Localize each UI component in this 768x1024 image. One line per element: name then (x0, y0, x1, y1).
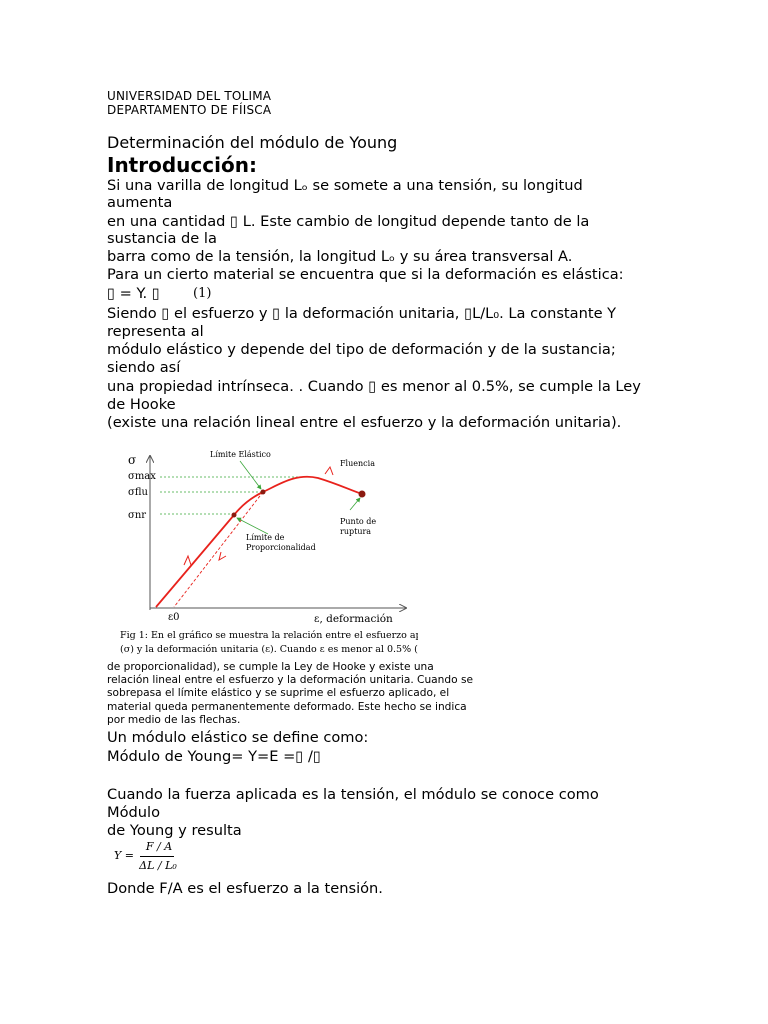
fluencia-arrow-icon (325, 467, 333, 475)
x-axis-label: ε, deformación (314, 613, 393, 625)
explanation-line: de Hooke (107, 396, 176, 413)
caption-continuation-line: relación lineal entre el esfuerzo y la deformación unitaria. Cuando se (107, 674, 473, 686)
sigma-flu-label: σflu (128, 487, 148, 498)
caption-continuation-line: sobrepasa el límite elástico y se suprime el esfuerzo aplicado, el (107, 687, 450, 699)
department-name: DEPARTAMENTO DE FÍISCA (107, 103, 272, 117)
module-line: Módulo de Young= Y=E =▯ /▯ (107, 748, 321, 765)
rupture-label-2: ruptura (340, 527, 372, 536)
stress-strain-diagram (118, 448, 418, 658)
figure-caption-line: (σ) y la deformación unitaria (ε). Cuando ε es menor al 0.5% (límite (120, 644, 418, 655)
proportionality-label-2: Proporcionalidad (246, 543, 316, 552)
document-title: Determinación del módulo de Young (107, 133, 398, 152)
formula-denominator: ΔL / L₀ (139, 859, 177, 872)
explanation-line: una propiedad intrínseca. . Cuando ▯ es menor al 0.5%, se cumple la Ley (107, 378, 641, 395)
sigma-nr-label: σnr (128, 510, 147, 521)
explanation-line: (existe una relación lineal entre el esfuerzo y la deformación unitaria). (107, 414, 622, 431)
module-line: Un módulo elástico se define como: (107, 729, 369, 746)
intro-line: barra como de la tensión, la longitud Lₒ y su área transversal A. (107, 248, 573, 265)
proportionality-label-1: Límite de (246, 533, 285, 542)
elastic-limit-pointer (240, 461, 261, 489)
formula-lhs: Y = (114, 849, 134, 862)
figure-caption-line: Fig 1: En el gráfico se muestra la relación entre el esfuerzo aplicado (120, 630, 418, 641)
university-name: UNIVERSIDAD DEL TOLIMA (107, 89, 272, 103)
tension-line: Cuando la fuerza aplicada es la tensión, el módulo se conoce como (107, 786, 599, 803)
equation-expression: ▯ = Y. ▯ (107, 285, 160, 302)
explanation-line: representa al (107, 323, 204, 340)
explanation-line: módulo elástico y depende del tipo de deformación y de la sustancia; (107, 341, 616, 358)
formula-numerator: F / A (145, 840, 173, 853)
stress-strain-figure (118, 448, 418, 658)
caption-continuation-line: por medio de las flechas. (107, 714, 241, 726)
elastic-limit-label: Límite Elástico (210, 450, 271, 459)
proportionality-pointer (237, 518, 268, 534)
elastic-limit-point (261, 490, 266, 495)
rupture-point (359, 491, 366, 498)
caption-continuation-line: de proporcionalidad), se cumple la Ley de Hooke y existe una (107, 661, 434, 673)
proportionality-point (232, 513, 237, 518)
intro-line: en una cantidad ▯ L. Este cambio de longitud depende tanto de la (107, 213, 590, 230)
tension-line: de Young y resulta (107, 822, 242, 839)
intro-line: Si una varilla de longitud Lₒ se somete a una tensión, su longitud (107, 177, 583, 194)
origin-label: ε0 (168, 612, 180, 623)
intro-line: sustancia de la (107, 230, 217, 247)
equation-number: (1) (193, 286, 212, 301)
formula-fraction-bar (140, 856, 174, 857)
rupture-pointer (350, 498, 360, 510)
loading-arrow-icon (184, 556, 191, 565)
tension-line: Módulo (107, 804, 161, 821)
fluencia-label: Fluencia (340, 459, 375, 468)
unloading-arrow-icon (219, 552, 226, 560)
closing-line: Donde F/A es el esfuerzo a la tensión. (107, 880, 383, 897)
section-heading: Introducción: (107, 153, 257, 177)
rupture-label-1: Punto de (340, 517, 377, 526)
explanation-line: siendo así (107, 359, 181, 376)
intro-line: Para un cierto material se encuentra que si la deformación es elástica: (107, 266, 624, 283)
y-axis-label: σ (128, 453, 137, 467)
sigma-max-label: σmax (128, 471, 156, 482)
intro-line: aumenta (107, 194, 173, 211)
caption-continuation-line: material queda permanentemente deformado. Este hecho se indica (107, 701, 467, 713)
explanation-line: Siendo ▯ el esfuerzo y ▯ la deformación unitaria, ▯L/L₀. La constante Y (107, 305, 617, 322)
